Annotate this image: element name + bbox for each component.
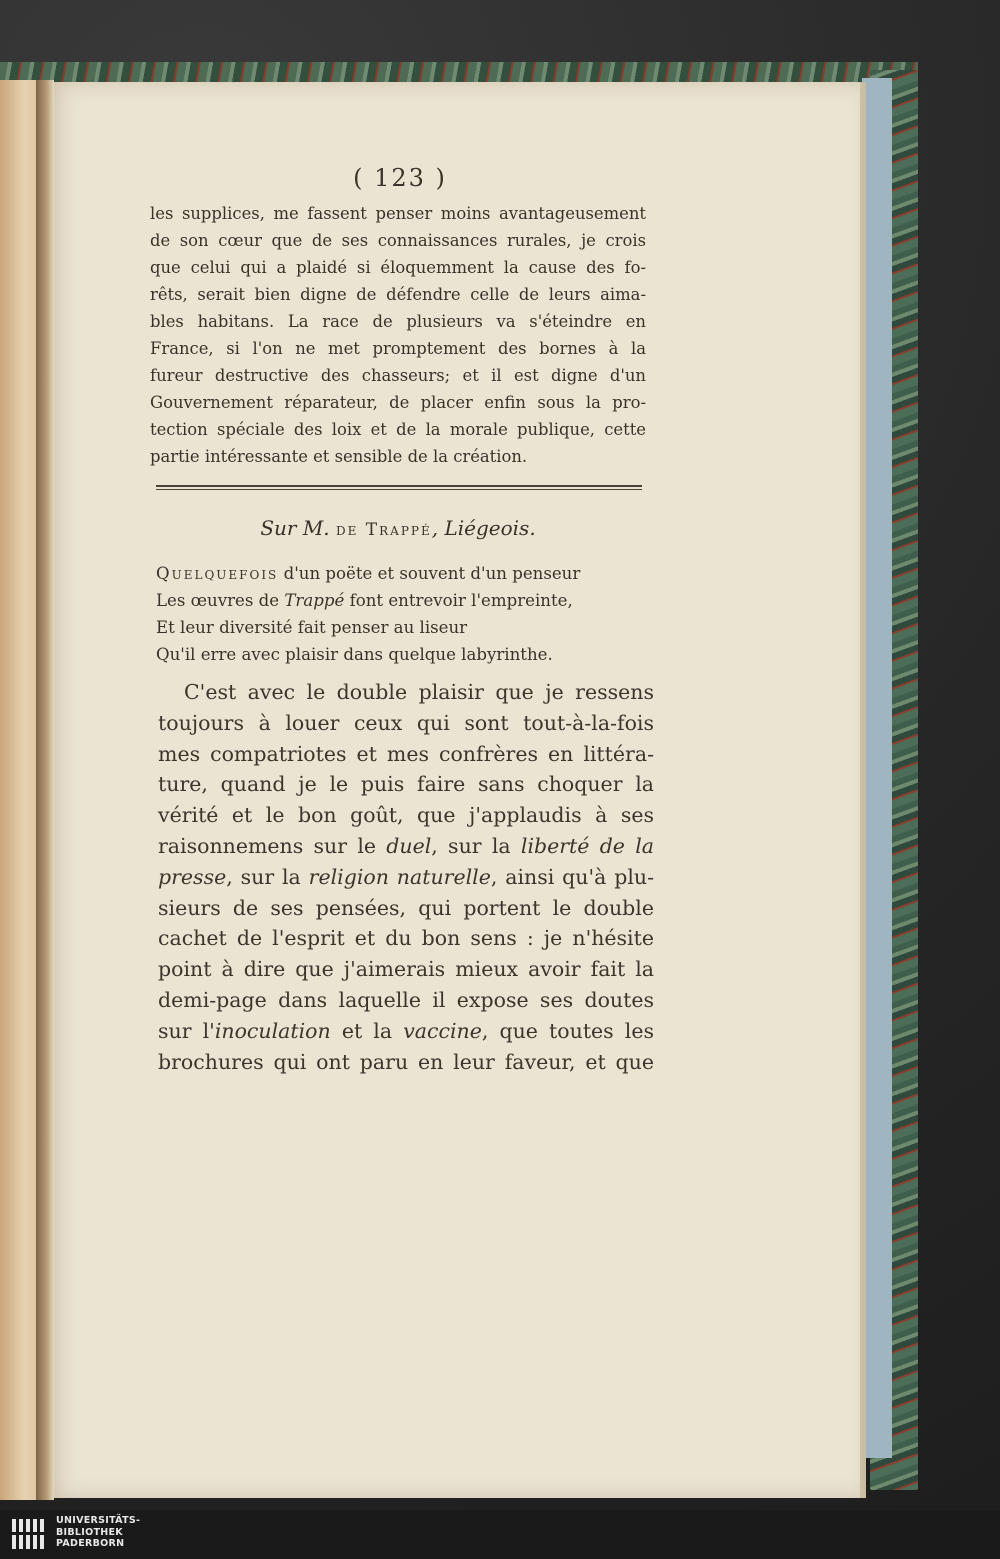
text-line: point à dire que j'aimerais mieux avoir fait la <box>158 957 654 982</box>
verse-name: Trappé <box>284 591 345 610</box>
text-line: tection spéciale des loix et de la morale publique, cette <box>150 420 646 439</box>
library-logo-icon <box>10 1516 48 1554</box>
library-name <box>56 1515 140 1550</box>
text-line: Gouvernement réparateur, de placer enfin sous la pro- <box>150 393 646 412</box>
text-line: rêts, serait bien digne de défendre celle de leurs aima- <box>150 285 646 304</box>
text-span: raisonnemens sur le <box>158 833 387 858</box>
epigram-verse <box>156 560 656 668</box>
italic-span: liberté de la <box>520 833 654 858</box>
text-span: sur l' <box>158 1018 215 1043</box>
verse-line <box>156 587 656 614</box>
text-line <box>158 862 654 893</box>
text-line: que celui qui a plaidé si éloquemment la cause des fo- <box>150 258 646 277</box>
book-cover-top <box>0 62 918 84</box>
section-divider-thin <box>156 489 642 490</box>
text-line <box>158 831 654 862</box>
library-name-line: PADERBORN <box>56 1538 125 1549</box>
verse-line: Qu'il erre avec plaisir dans quelque labyrinthe. <box>156 645 553 664</box>
verse-first-word: Quelquefois <box>156 564 279 583</box>
text-line: bles habitans. La race de plusieurs va s'éteindre en <box>150 312 646 331</box>
text-span: , sur la <box>431 833 521 858</box>
text-line: France, si l'on ne met promptement des bornes à la <box>150 339 646 358</box>
text-span: , ainsi qu'à plu- <box>490 864 655 889</box>
text-line: fureur destructive des chasseurs; et il est digne d'un <box>150 366 646 385</box>
text-line: vérité et le bon goût, que j'applaudis à ses <box>158 803 654 828</box>
italic-span: presse <box>158 864 227 889</box>
verse-line: Et leur diversité fait penser au liseur <box>156 618 468 637</box>
heading-prefix: Sur M. <box>260 516 337 540</box>
page-number: ( 123 ) <box>353 164 447 192</box>
italic-span: duel <box>386 833 432 858</box>
verse-text: Les œuvres de <box>156 591 285 610</box>
text-line: brochures qui ont paru en leur faveur, et que <box>158 1049 654 1074</box>
text-line: partie intéressante et sensible de la création. <box>150 447 528 466</box>
verse-text: font entrevoir l'empreinte, <box>344 591 573 610</box>
text-line: toujours à louer ceux qui sont tout-à-la-fois <box>158 710 654 735</box>
text-span: , sur la <box>226 864 309 889</box>
heading-suffix: , Liégeois. <box>431 516 536 540</box>
page-gutter <box>36 80 54 1500</box>
text-line: les supplices, me fassent penser moins avantageusement <box>150 204 646 223</box>
italic-span: inoculation <box>214 1018 331 1043</box>
endpaper-sheet <box>862 78 892 1458</box>
text-line: sieurs de ses pensées, qui portent le double <box>158 895 654 920</box>
section-divider <box>156 485 642 487</box>
verse-line <box>156 560 656 587</box>
footer-band <box>0 1510 1000 1559</box>
text-line: demi-page dans laquelle il expose ses doutes <box>158 987 654 1012</box>
text-span: et la <box>330 1018 404 1043</box>
text-line: de son cœur que de ses connaissances rurales, je crois <box>150 231 646 250</box>
first-paragraph <box>150 200 646 470</box>
main-paragraph <box>158 677 654 1077</box>
verse-text: d'un poëte et souvent d'un penseur <box>278 564 581 583</box>
text-line: cachet de l'esprit et du bon sens : je n'hésite <box>158 926 654 951</box>
heading-name: de Trappé <box>336 520 432 540</box>
italic-span: religion naturelle <box>308 864 491 889</box>
text-line: C'est avec le double plaisir que je ressens <box>184 680 654 704</box>
library-name-line: BIBLIOTHEK <box>56 1526 123 1538</box>
text-span: , que toutes les <box>481 1018 655 1043</box>
text-line <box>158 1016 654 1047</box>
library-name-line: UNIVERSITÄTS- <box>56 1515 141 1526</box>
italic-span: vaccine <box>403 1018 482 1043</box>
text-line: ture, quand je le puis faire sans choquer la <box>158 772 654 797</box>
section-heading <box>148 516 648 540</box>
text-line: mes compatriotes et mes confrères en littéra- <box>158 741 654 766</box>
